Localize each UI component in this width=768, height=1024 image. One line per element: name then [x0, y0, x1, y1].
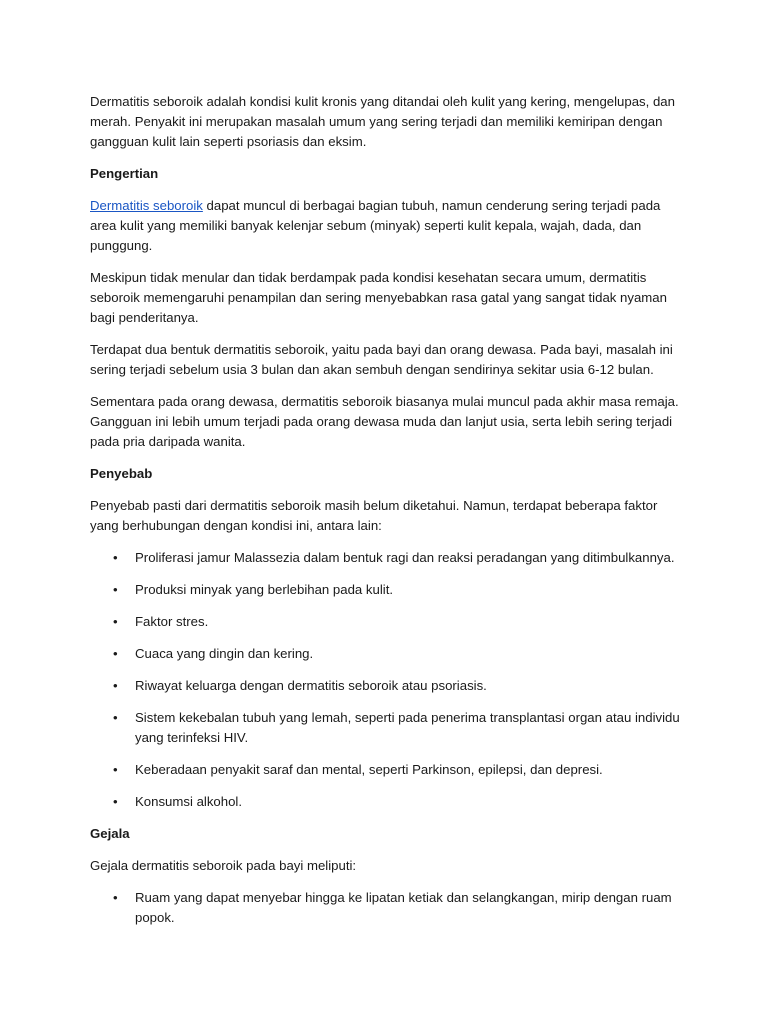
- list-item: [90, 708, 680, 748]
- bullet-icon: •: [113, 710, 118, 725]
- penyebab-intro: Penyebab pasti dari dermatitis seboroik masih belum diketahui. Namun, terdapat beberapa faktor yang berhubungan dengan kondisi ini, antara lain:: [90, 498, 658, 533]
- pengertian-paragraph-1-text: dapat muncul di berbagai bagian tubuh, namun cenderung sering terjadi pada area kulit yang memiliki banyak kelenjar sebum (minyak) seperti kulit kepala, wajah, dada, dan punggung.: [90, 198, 661, 253]
- bullet-icon: •: [113, 794, 118, 809]
- list-item: [90, 612, 680, 632]
- list-item: [90, 644, 680, 664]
- list-item: [90, 580, 680, 600]
- bullet-icon: •: [113, 890, 118, 905]
- intro-paragraph: Dermatitis seboroik adalah kondisi kulit kronis yang ditandai oleh kulit yang kering, mengelupas, dan merah. Penyakit ini merupakan masalah umum yang sering terjadi dan memiliki kemiripan dengan gangguan kulit lain seperti psoriasis dan eksim.: [90, 94, 675, 149]
- list-item-text: Sistem kekebalan tubuh yang lemah, seperti pada penerima transplantasi organ atau individu yang terinfeksi HIV.: [135, 710, 680, 745]
- list-item-text: Cuaca yang dingin dan kering.: [135, 646, 314, 661]
- heading-penyebab: Penyebab: [90, 466, 153, 481]
- list-item-text: Faktor stres.: [135, 614, 209, 629]
- list-item-text: Konsumsi alkohol.: [135, 794, 243, 809]
- bullet-icon: •: [113, 582, 118, 597]
- bullet-icon: •: [113, 678, 118, 693]
- document-page: [90, 92, 680, 940]
- bullet-icon: •: [113, 646, 118, 661]
- bullet-icon: •: [113, 762, 118, 777]
- gejala-list: [90, 888, 680, 928]
- pengertian-paragraph-1: [90, 196, 680, 256]
- list-item: [90, 760, 680, 780]
- list-item-text: Produksi minyak yang berlebihan pada kulit.: [135, 582, 394, 597]
- gejala-intro: Gejala dermatitis seboroik pada bayi meliputi:: [90, 858, 357, 873]
- dermatitis-seboroik-link[interactable]: Dermatitis seboroik: [90, 198, 203, 213]
- penyebab-list: [90, 548, 680, 812]
- heading-gejala: Gejala: [90, 826, 130, 841]
- pengertian-paragraph-4: Sementara pada orang dewasa, dermatitis seboroik biasanya mulai muncul pada akhir masa remaja. Gangguan ini lebih umum terjadi pada orang dewasa muda dan lanjut usia, serta lebih sering terjadi pada pria daripada wanita.: [90, 394, 679, 449]
- pengertian-paragraph-2: Meskipun tidak menular dan tidak berdampak pada kondisi kesehatan secara umum, dermatitis seboroik memengaruhi penampilan dan sering menyebabkan rasa gatal yang sangat tidak nyaman bagi penderitanya.: [90, 270, 667, 325]
- bullet-icon: •: [113, 550, 118, 565]
- list-item: [90, 548, 680, 568]
- list-item-text: Proliferasi jamur Malassezia dalam bentuk ragi dan reaksi peradangan yang ditimbulkannya.: [135, 550, 675, 565]
- list-item: [90, 792, 680, 812]
- heading-pengertian: Pengertian: [90, 166, 159, 181]
- list-item-text: Riwayat keluarga dengan dermatitis seboroik atau psoriasis.: [135, 678, 487, 693]
- list-item-text: Keberadaan penyakit saraf dan mental, seperti Parkinson, epilepsi, dan depresi.: [135, 762, 603, 777]
- list-item-text: Ruam yang dapat menyebar hingga ke lipatan ketiak dan selangkangan, mirip dengan ruam popok.: [135, 890, 672, 925]
- list-item: [90, 888, 680, 928]
- bullet-icon: •: [113, 614, 118, 629]
- pengertian-paragraph-3: Terdapat dua bentuk dermatitis seboroik, yaitu pada bayi dan orang dewasa. Pada bayi, masalah ini sering terjadi sebelum usia 3 bulan dan akan sembuh dengan sendirinya sekitar usia 6-12 bulan.: [90, 342, 673, 377]
- list-item: [90, 676, 680, 696]
